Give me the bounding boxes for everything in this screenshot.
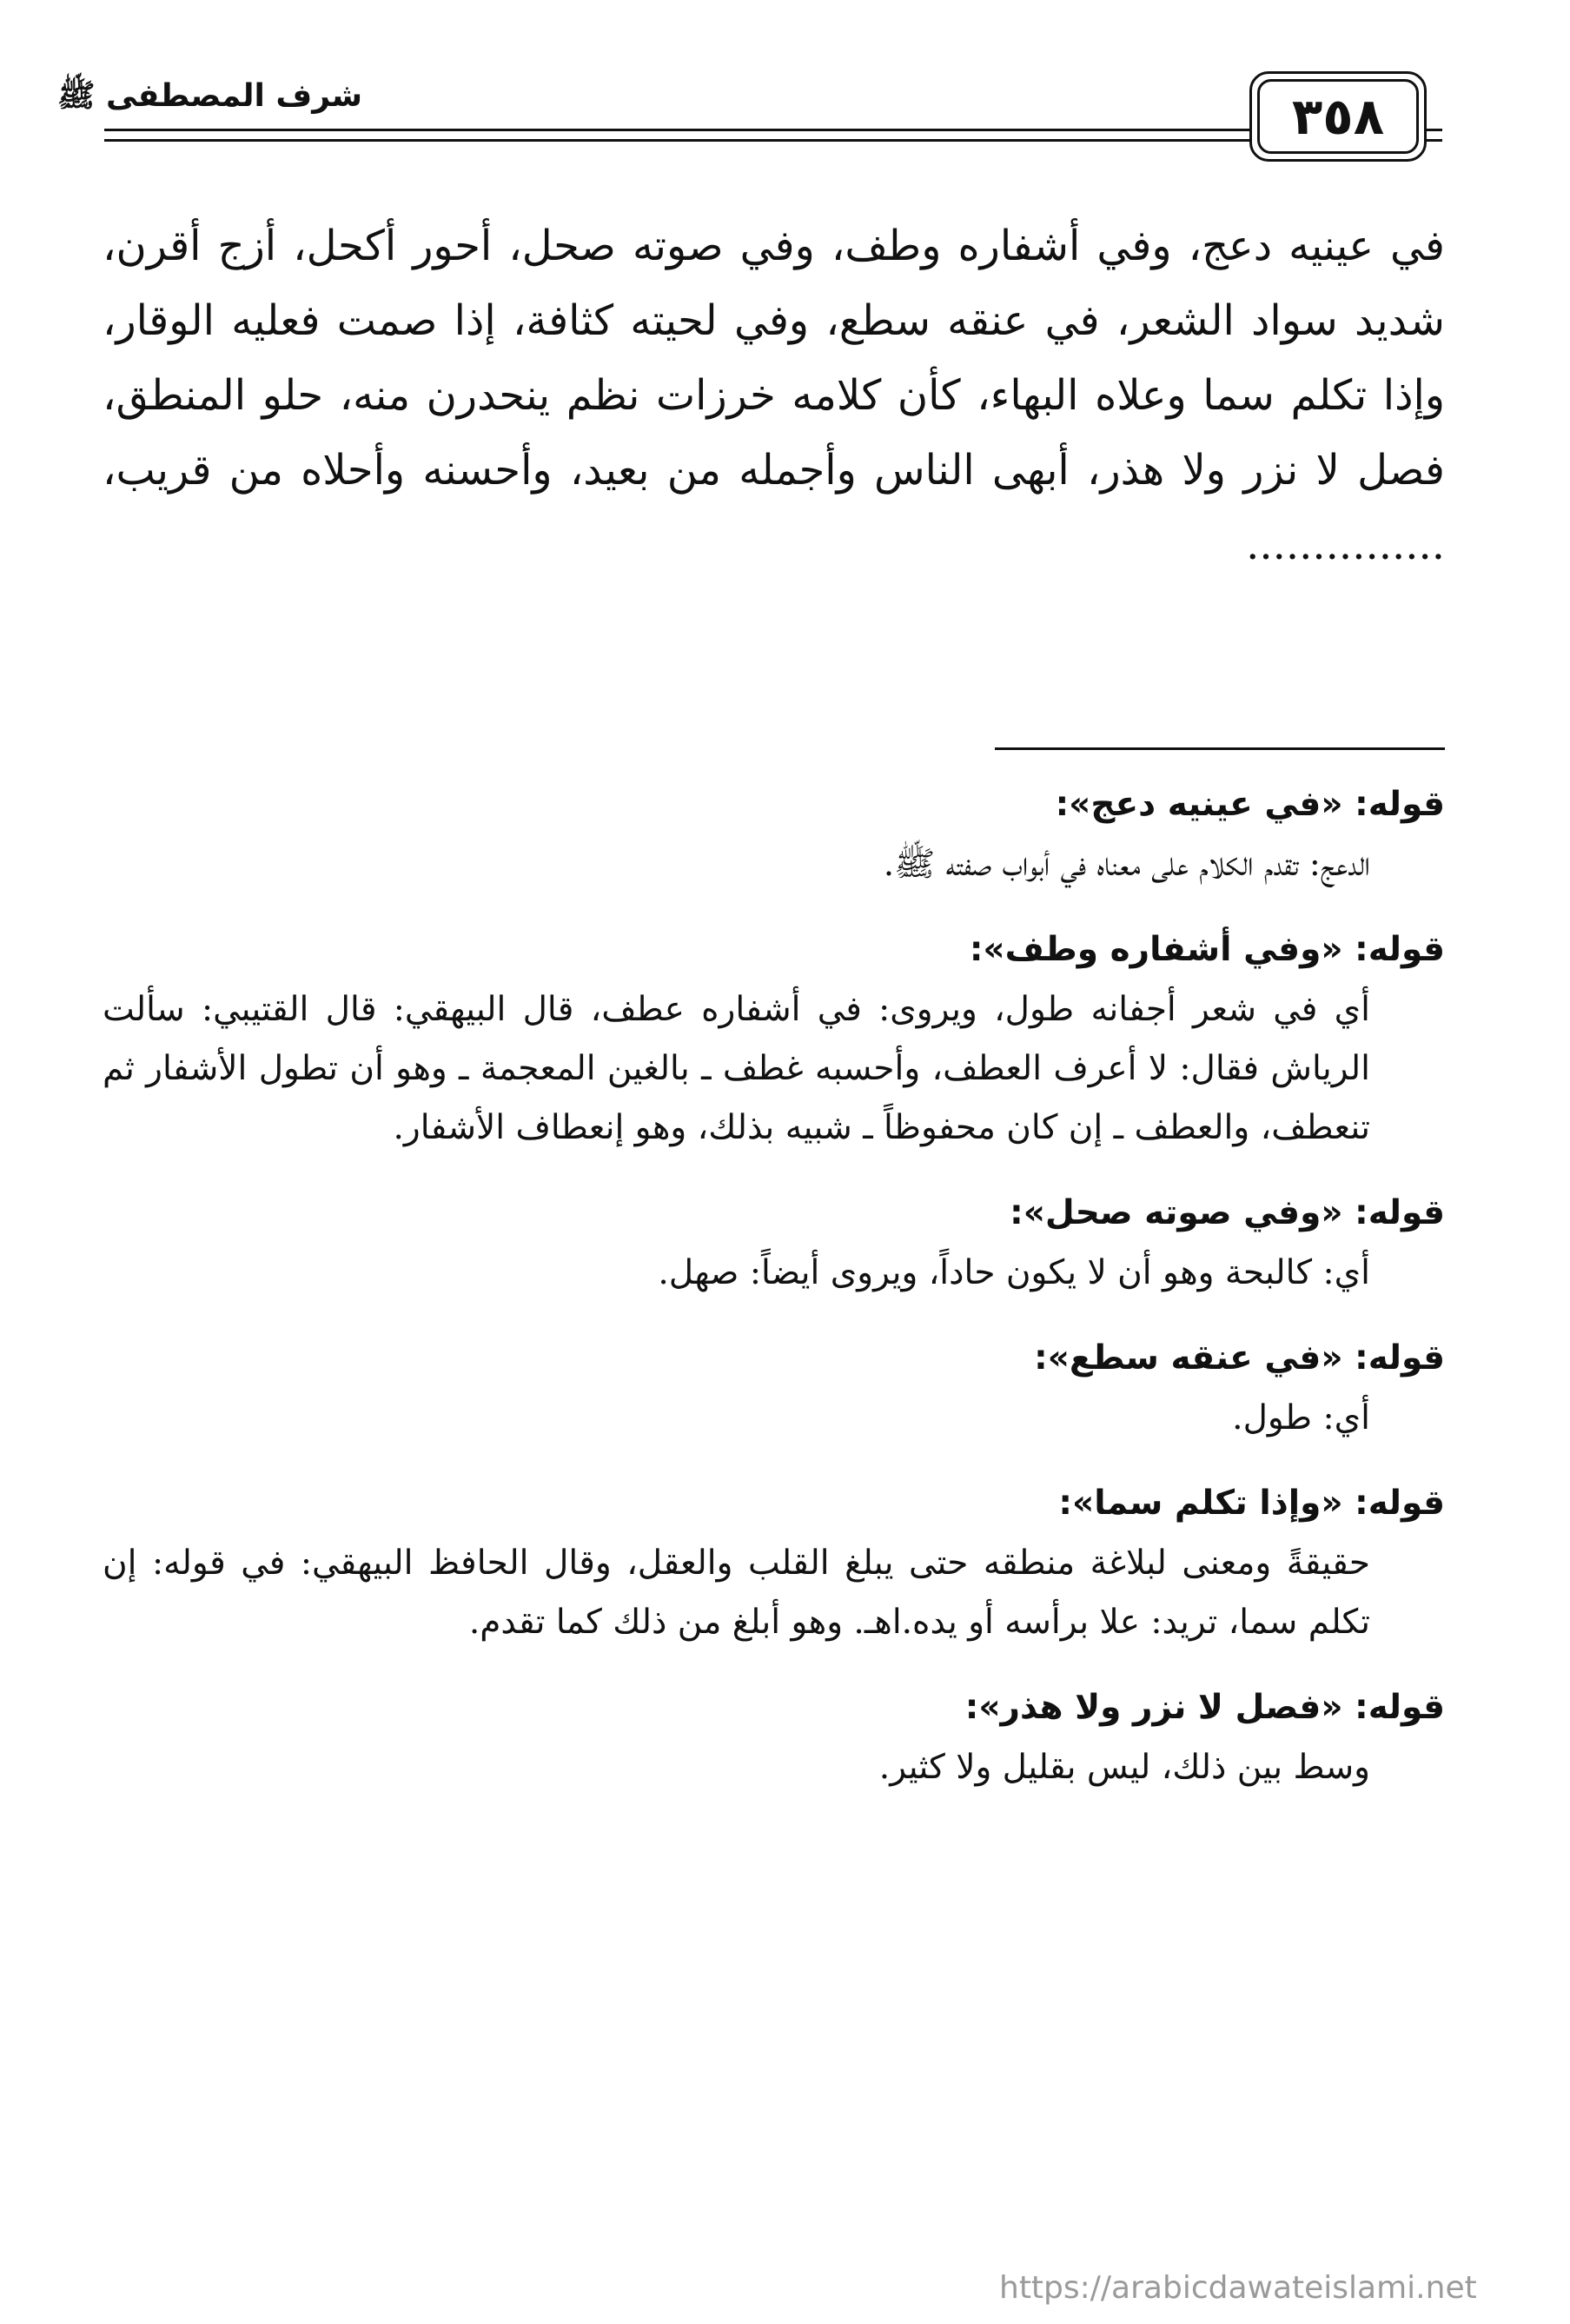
note-body: أي في شعر أجفانه طول، ويروى: في أشفاره عطف، قال البيهقي: قال القتيبي: سألت الرياش فقال: لا أعرف العطف، وأحسبه غطف ـ بالغين المعجمة ـ وهو أن تطول الأشفار ثم تنعطف، والعطف ـ إن كان محفوظاً ـ شبيه بذلك، وهو إنعطاف الأشفار. [103, 990, 1370, 1147]
note-heading [103, 919, 1445, 980]
note-heading [103, 1677, 1445, 1738]
note-label: قوله: [1355, 930, 1445, 969]
header-rule-top [104, 129, 1442, 131]
main-dots: ............... [1246, 521, 1445, 569]
watermark-link[interactable]: https://arabicdawateislami.net [999, 2270, 1477, 2306]
note-body: أي: طول. [1232, 1398, 1370, 1438]
note-label: قوله: [1355, 785, 1445, 824]
page-number: ٣٥٨ [1257, 79, 1419, 154]
running-title: شرف المصطفى ﷺ [56, 78, 362, 114]
note-heading [103, 774, 1445, 835]
note-label: قوله: [1355, 1338, 1445, 1378]
note-item [103, 919, 1445, 1158]
note-item [103, 1677, 1445, 1797]
note-heading [103, 1327, 1445, 1389]
note-body: الدعج: تقدم الكلام على معناه في أبواب صفته ﷺ. [883, 845, 1370, 884]
note-quote: «فصل لا نزر ولا هذر»: [964, 1688, 1343, 1727]
commentary-notes [103, 774, 1445, 1822]
note-quote: «في عنقه سطع»: [1034, 1338, 1343, 1378]
note-heading [103, 1182, 1445, 1244]
footnote-separator [995, 747, 1445, 750]
note-item [103, 1472, 1445, 1652]
page-number-frame [1249, 71, 1427, 162]
note-label: قوله: [1355, 1484, 1445, 1523]
note-label: قوله: [1355, 1688, 1445, 1727]
note-quote: «وإذا تكلم سما»: [1058, 1484, 1343, 1523]
note-quote: «وفي أشفاره وطف»: [969, 930, 1343, 969]
note-body: أي: كالبحة وهو أن لا يكون حاداً، ويروى أيضاً: صهل. [658, 1253, 1370, 1292]
note-item [103, 774, 1445, 894]
note-item [103, 1327, 1445, 1448]
main-text: في عينيه دعج، وفي أشفاره وطف، وفي صوته صحل، أحور أكحل، أزج أقرن، شديد سواد الشعر، في عنقه سطع، وفي لحيته كثافة، إذا صمت فعليه الوقار، وإذا تكلم سما وعلاه البهاء، كأن كلامه خرزات نظم ينحدرن منه، حلو المنطق، فصل لا نزر ولا هذر، أبهى الناس وأجمله من بعيد، وأحسنه وأحلاه من قريب، [103, 222, 1445, 495]
note-body: حقيقةً ومعنى لبلاغة منطقه حتى يبلغ القلب والعقل، وقال الحافظ البيهقي: في قوله: إن تكلم سما، تريد: علا برأسه أو يده.اهـ. وهو أبلغ من ذلك كما تقدم. [103, 1544, 1370, 1642]
note-body: وسط بين ذلك، ليس بقليل ولا كثير. [878, 1748, 1370, 1787]
header-rule-bottom [104, 139, 1442, 142]
note-item [103, 1182, 1445, 1303]
note-quote: «في عينيه دعج»: [1055, 785, 1343, 824]
main-paragraph [103, 209, 1445, 582]
note-heading [103, 1472, 1445, 1534]
note-quote: «وفي صوته صحل»: [1010, 1193, 1343, 1232]
note-label: قوله: [1355, 1193, 1445, 1232]
